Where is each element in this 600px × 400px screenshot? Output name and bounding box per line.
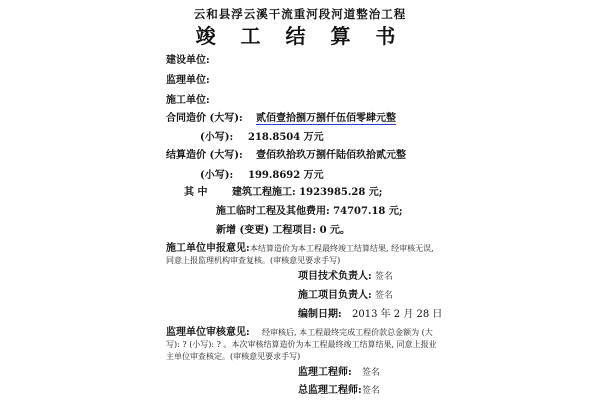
contractor-opinion-label: 施工单位申报意见:: [166, 243, 250, 254]
project-manager-label: 施工项目负责人:: [298, 290, 372, 301]
contractor-unit-label: 施工单位:: [166, 95, 210, 106]
contract-price-upper-label: 合同造价 (大写):: [166, 113, 243, 124]
settlement-price-lower-value: 199.8692 万元: [248, 170, 324, 181]
contractor-opinion-text: 本结算造价为本工程最终竣工结算结果, 经审核无误, 同意上报监理机构审查复核。(审核意见要求手写): [166, 244, 434, 265]
settlement-price-lower-label: (小写):: [200, 170, 234, 181]
breakdown-temporary: 施工临时工程及其他费用: 74707.18 元;: [216, 206, 403, 217]
document-title: 竣 工 结 算 书: [195, 24, 405, 48]
supervision-opinion-text: 经审核后, 本工程最终完成工程价款总金额为 (大写): ? (小写): ? 。本次审核结算造价为本工程最终竣工结算结果, 同意上报业主单位审查核定。(审核意见要求手写): [166, 328, 437, 361]
contract-price-lower-value: 218.8504 万元: [248, 132, 324, 143]
supervising-engineer-label: 监理工程师:: [298, 367, 352, 378]
settlement-price-upper-label: 结算造价 (大写):: [166, 150, 243, 161]
supervision-opinion-label: 监理单位审核意见:: [166, 327, 250, 338]
chief-supervising-engineer-signature: 签名: [362, 386, 381, 396]
tech-lead-signature: 签名: [375, 272, 394, 282]
construction-unit-label: 建设单位:: [166, 55, 210, 66]
settlement-price-upper-value: 壹佰玖拾玖万捌仟陆佰玖拾贰元整: [256, 150, 406, 161]
preparation-date-value: 2013 年 2 月 28 日: [352, 309, 443, 320]
supervision-unit-label: 监理单位:: [166, 75, 210, 86]
breakdown-new-items: 新增 (变更) 工程项目: 0 元。: [216, 225, 351, 236]
contract-price-lower-label: (小写):: [200, 132, 234, 143]
breakdown-construction: 建筑工程施工: 1923985.28 元;: [232, 187, 383, 198]
breakdown-prefix: 其 中: [184, 187, 208, 198]
chief-supervising-engineer-label: 总监理工程师:: [298, 385, 362, 396]
tech-lead-label: 项目技术负责人:: [298, 271, 372, 282]
project-title: 云和县浮云溪干流重河段河道整治工程: [193, 7, 407, 21]
supervising-engineer-signature: 签名: [362, 368, 381, 378]
contract-price-upper-value: 贰佰壹拾捌万捌仟伍佰零肆元整: [256, 113, 396, 124]
project-manager-signature: 签名: [375, 291, 394, 301]
preparation-date-label: 编制日期:: [298, 309, 342, 320]
